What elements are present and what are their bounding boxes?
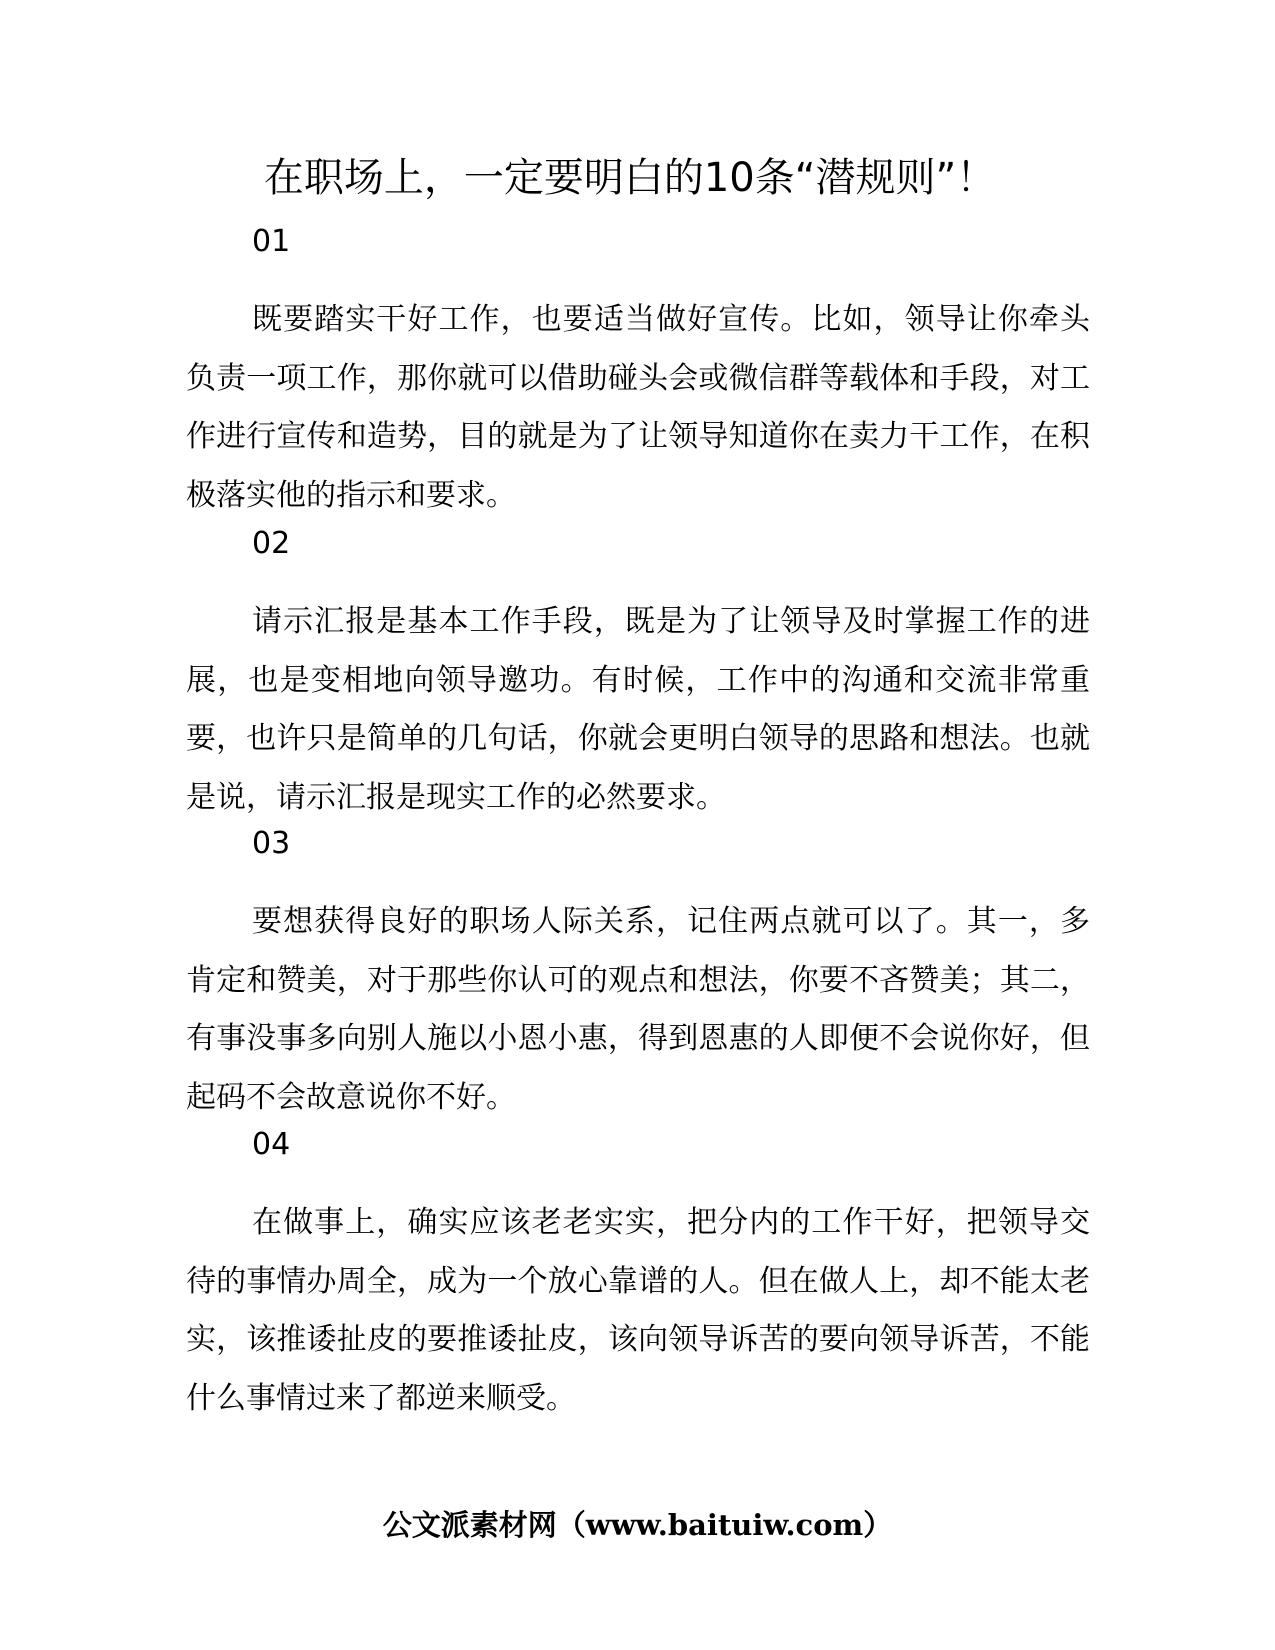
section-paragraph: 既要踏实干好工作，也要适当做好宣传。比如，领导让你牵头负责一项工作，那你就可以借助碰头会或微信群等载体和手段，对工作进行宣传和造势，目的就是为了让领导知道你在卖力干工作，在积极落实他的指示和要求。 [186,302,1090,513]
section-01 [186,222,1090,525]
section-paragraph: 在做事上，确实应该老老实实，把分内的工作干好，把领导交待的事情办周全，成为一个放心靠谱的人。但在做人上，却不能太老实，该推诿扯皮的要推诿扯皮，该向领导诉苦的要向领导诉苦，不能什么事情过来了都逆来顺受。 [186,1205,1090,1416]
section-number: 04 [252,1127,291,1162]
section-02 [186,524,1090,827]
section-03 [186,824,1090,1127]
section-number: 02 [252,526,291,561]
section-paragraph: 请示汇报是基本工作手段，既是为了让领导及时掌握工作的进展，也是变相地向领导邀功。有时候，工作中的沟通和交流非常重要，也许只是简单的几句话，你就会更明白领导的思路和想法。也就是说，请示汇报是现实工作的必然要求。 [186,604,1090,815]
section-paragraph: 要想获得良好的职场人际关系，记住两点就可以了。其一，多肯定和赞美，对于那些你认可的观点和想法，你要不吝赞美；其二，有事没事多向别人施以小恩小惠，得到恩惠的人即便不会说你好，但起码不会故意说你不好。 [186,904,1090,1115]
section-number: 03 [252,826,291,861]
page-footer: 公文派素材网（www.baituiw.com） [382,1508,893,1542]
section-04 [186,1125,1090,1428]
document-title: 在职场上，一定要明白的10条“潜规则”！ [263,155,997,201]
section-number: 01 [252,224,291,259]
